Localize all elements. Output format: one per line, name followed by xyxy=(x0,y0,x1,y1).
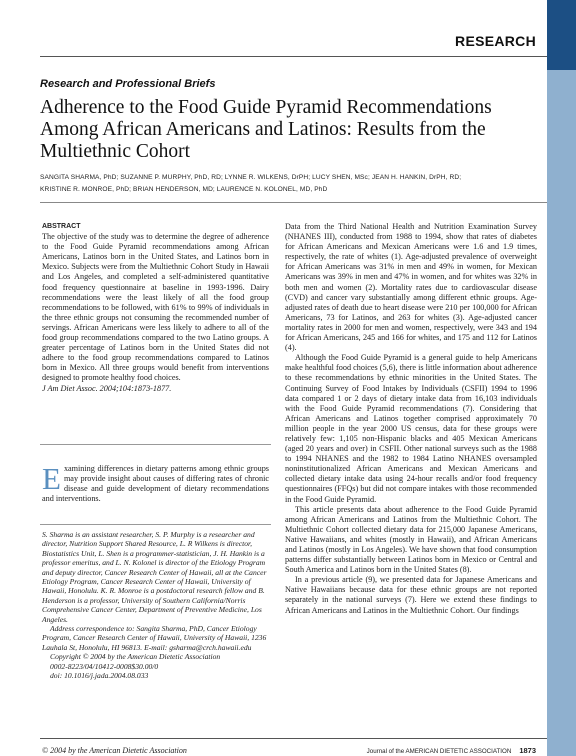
body-paragraph-4: In a previous article (9), we presented data for Japanese Americans and Native Hawaiians because data for these ethnic groups are not reported separately in the national surveys (7). Here we extend these findings to African Americans and Latinos in the Multiethnic Cohort. Our findings xyxy=(285,575,537,615)
footnote-rule xyxy=(40,524,271,525)
footnote-issn: 0002-8223/04/10412-0008$30.00/0 xyxy=(50,661,159,671)
footnote-copyright: Copyright © 2004 by the American Dietetic Association xyxy=(50,652,221,662)
intro-text: xamining differences in dietary patterns among ethnic groups may provide insight about causes of differing rates of chronic disease and guide development of dietary recommendations and interventions. xyxy=(42,464,269,504)
abstract-citation: J Am Diet Assoc. 2004;104:1873-1877. xyxy=(42,383,172,393)
authors-line-2: KRISTINE R. MONROE, PhD; BRIAN HENDERSON, MD; LAURENCE N. KOLONEL, MD, PhD xyxy=(40,186,328,193)
authors-line-1: SANGITA SHARMA, PhD; SUZANNE P. MURPHY, PhD, RD; LYNNE R. WILKENS, DrPH; LUCY SHEN, MSc; JEAN H. HANKIN, DrPH, RD; xyxy=(40,174,462,181)
footer-journal xyxy=(367,746,536,755)
drop-cap: E xyxy=(42,461,61,496)
section-label: RESEARCH xyxy=(455,33,536,49)
abstract-rule xyxy=(40,444,271,445)
abstract-body: The objective of the study was to determine the degree of adherence to the Food Guide Pyramid recommendations among African Americans, Latinos born in the United States, and Latinos born in Mexico. Subjects were from the Multiethnic Cohort Study in Hawaii and Los Angeles, and completed a self-administered quantitative food frequency questionnaire at baseline in 1993-1996. Dairy recommendations were the least likely of all the food group recommendations to be followed, with 61% to 99% of individuals in the three ethnic groups not consuming the recommended number of servings. African Americans were less likely to adhere to all of the food group recommendations compared to the two Latino groups. A greater percentage of Latinos born in the United States did not adhere to the food group recommendations compared to Latinos born in Mexico. All three groups would benefit from interventions designed to promote healthy food choices. xyxy=(42,232,269,383)
body-paragraph-3: This article presents data about adherence to the Food Guide Pyramid among African Americans and Latinos from the Multiethnic Cohort. The Multiethnic Cohort collected dietary data for 215,000 Japanese Americans, Native Hawaiians, and whites (mostly in Hawaii), and African Americans and Latinos (mostly in Los Angeles). We have shown that food consumption patterns differ substantially between Latinos born in Mexico or Central and South America and Latinos born in the United States (8). xyxy=(285,504,537,575)
body-paragraph-1: Data from the Third National Health and Nutrition Examination Survey (NHANES III), conducted from 1988 to 1994, show that rates of diabetes for African Americans and Mexican Americans were 1.6 and 1.9 times, respectively, the rate of whites (1). Age-adjusted prevalence of overweight for African Americans was 31% in men and 49% in women, for Mexican Americans was 39% in men and 47% in women, and for whites was 32% in both men and women (2). Mortality rates due to cardiovascular disease (CVD) and cancer vary substantially among different ethnic groups. Age-adjusted rates of death due to heart disease were 210 per 100,000 for African Americans, 73 for Latinos, and 263 for whites (3). Age-adjusted cancer mortality rates in 2000 for men and women, respectively, were 343 and 194 for African Americans, 245 and 166 for whites, and 175 and 112 for Latinos (4). xyxy=(285,222,537,353)
footer-copyright: © 2004 by the American Dietetic Association xyxy=(42,746,187,755)
body-paragraph-2: Although the Food Guide Pyramid is a general guide to help Americans make healthful food choices (5,6), there is little information about adherence to these recommendations by ethnic minorities in the United States. The Continuing Survey of Food Intakes by Individuals (CSFII) 1994 to 1996 data compared 1 or 2 days of dietary intake data from 16,103 individuals with the Food Guide Pyramid recommendations (7). Considering that African Americans and Latinos together comprised approximately 70 million people in the year 2000 US census, data for these groups were relatively few: 1,105 non-Hispanic blacks and 405 Mexican Americans (aged 20 years and over) in CSFII. Other national surveys such as the 1988 to 1994 NHANES and the 1982 to 1984 Latino NHANES oversampled noninstitutionalized African Americans and Mexican Americans and collected dietary intake data using 24-hour recalls and/or food frequency questionnaires (FFQs) but did not compare intakes with those recommended in the Food Guide Pyramid. xyxy=(285,353,537,504)
header-rule xyxy=(40,56,547,57)
body-column xyxy=(285,222,537,616)
author-list xyxy=(40,172,545,196)
footer-journal-name: Journal of the AMERICAN DIETETIC ASSOCIATION xyxy=(366,748,512,755)
page-edge-band xyxy=(547,0,576,756)
footnote-correspondence: Address correspondence to: Sangita Sharma, PhD, Cancer Etiology Program, Cancer Research Center of Hawaii, University of Hawaii, 1236 Lauhala St, Honolulu, HI 96813. E-mail: gsharma@crch.hawaii.edu xyxy=(42,624,267,652)
abstract xyxy=(42,222,269,394)
footnote-affiliations: S. Sharma is an assistant researcher, S. P. Murphy is a researcher and director, Nutrition Support Shared Resource, L. R Wilkens is director, Biostatistics Unit, L. Shen is a programmer-statistician, J. H. Hankin is a professor emeritus, and L. N. Kolonel is director of the Etiology Program and deputy director, Cancer Research Center of Hawaii, all at the Cancer Etiology Program, Cancer Research Center of Hawaii, University of Hawaii, Honolulu. K. R. Monroe is a postdoctoral research fellow and B. Henderson is a professor, University of Southern California/Norris Comprehensive Cancer Center, Department of Preventive Medicine, Los Angeles. xyxy=(42,530,267,624)
page-number: 1873 xyxy=(519,746,536,755)
author-rule xyxy=(40,202,547,203)
article-category: Research and Professional Briefs xyxy=(40,78,216,90)
intro-paragraph xyxy=(42,461,269,504)
footnote-doi: doi: 10.1016/j.jada.2004.08.033 xyxy=(50,671,149,681)
abstract-heading: ABSTRACT xyxy=(42,223,81,230)
author-footnote xyxy=(42,530,269,681)
footer-rule xyxy=(40,738,547,739)
page-edge-band-top xyxy=(547,0,576,70)
article-title: Adherence to the Food Guide Pyramid Recommendations Among African Americans and Latinos: Results from the Multiethnic Cohort xyxy=(40,97,492,162)
